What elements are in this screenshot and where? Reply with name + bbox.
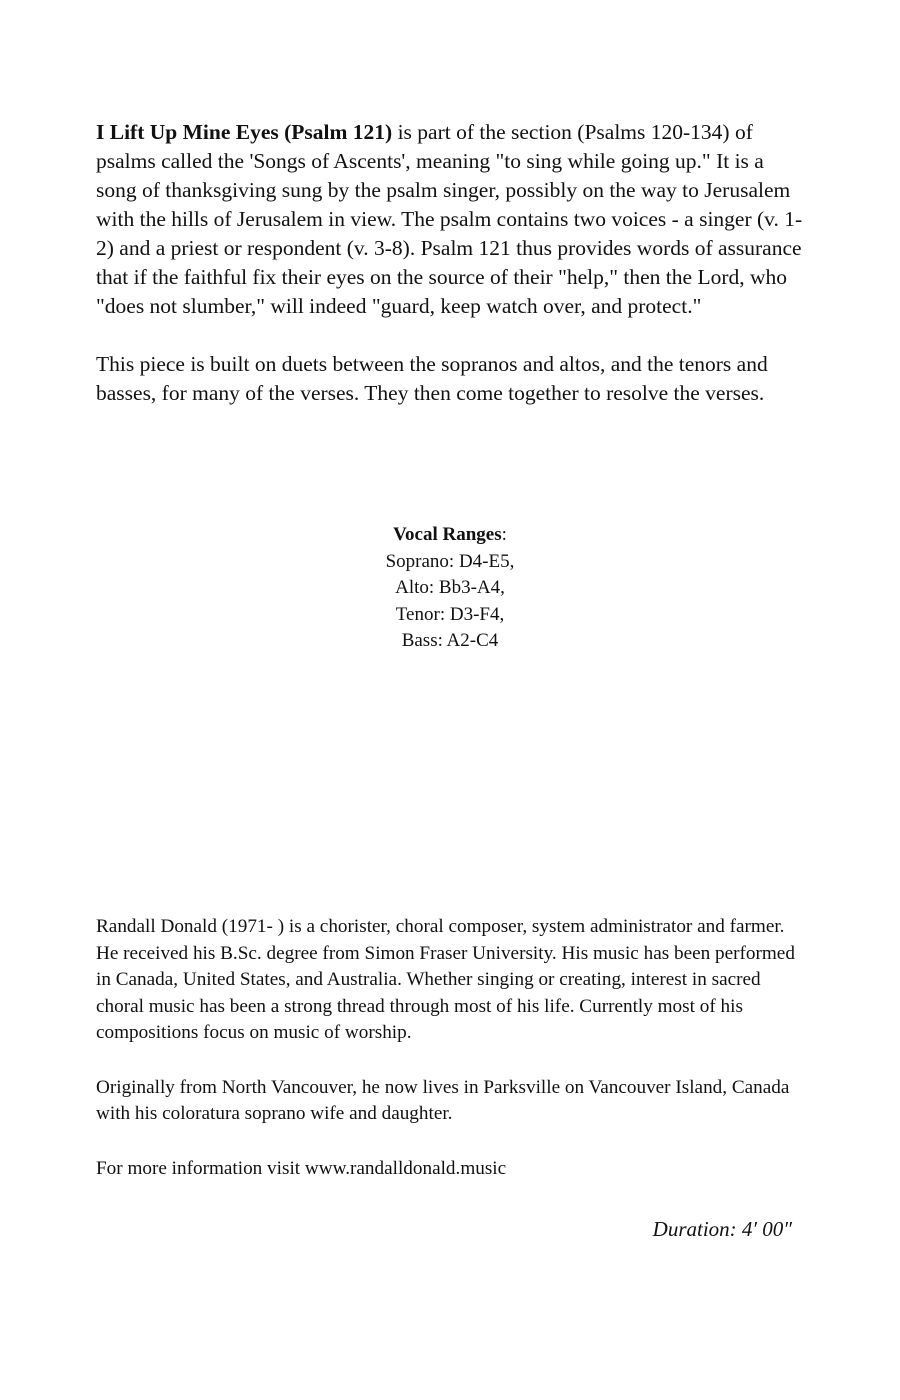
vocal-ranges-heading-label: Vocal Ranges	[393, 524, 502, 545]
range-tenor: Tenor: D3-F4,	[395, 603, 505, 625]
bio-paragraph-1: Randall Donald (1971- ) is a chorister, choral composer, system administrator and farmer. He received his B.Sc. degree from Simon Fraser University. His music has been performed in Canada, United States, and Australia. Whether singing or creating, interest in sacred choral music has been a strong thread through most of his life. Currently most of his compositions focus on music of worship.	[96, 916, 795, 1043]
range-alto: Alto: Bb3-A4,	[395, 577, 505, 598]
duration-label: Duration: 4′ 00″	[652, 1217, 792, 1241]
intro-paragraph-2: This piece is built on duets between the sopranos and altos, and the tenors and basses, for many of the verses. They then come together to resolve the verses.	[96, 352, 768, 405]
vocal-ranges-heading	[300, 522, 600, 549]
bio-paragraph-3: For more information visit www.randalldonald.music	[96, 1157, 507, 1179]
composer-bio	[96, 914, 808, 1182]
vocal-ranges	[300, 522, 600, 655]
bio-paragraph-2: Originally from North Vancouver, he now lives in Parksville on Vancouver Island, Canada with his coloratura soprano wife and daughter.	[96, 1076, 790, 1124]
range-soprano: Soprano: D4-E5,	[385, 550, 515, 572]
vocal-ranges-heading-colon: :	[501, 524, 507, 545]
intro-paragraph-1-text: is part of the section (Psalms 120-134) of psalms called the 'Songs of Ascents', meaning "to sing while going up." It is a song of thanksgiving sung by the psalm singer, possibly on the way to Jerusalem with the hills of Jerusalem in view. The psalm contains two voices - a singer (v. 1-2) and a priest or respondent (v. 3-8). Psalm 121 thus provides words of assurance that if the faithful fix their eyes on the source of their "help," then the Lord, who "does not slumber," will indeed "guard, keep watch over, and protect."	[96, 120, 803, 318]
piece-title: I Lift Up Mine Eyes (Psalm 121)	[96, 120, 393, 144]
intro-section	[96, 118, 808, 408]
range-bass: Bass: A2-C4	[401, 630, 499, 651]
intro-paragraph-1	[96, 118, 808, 321]
